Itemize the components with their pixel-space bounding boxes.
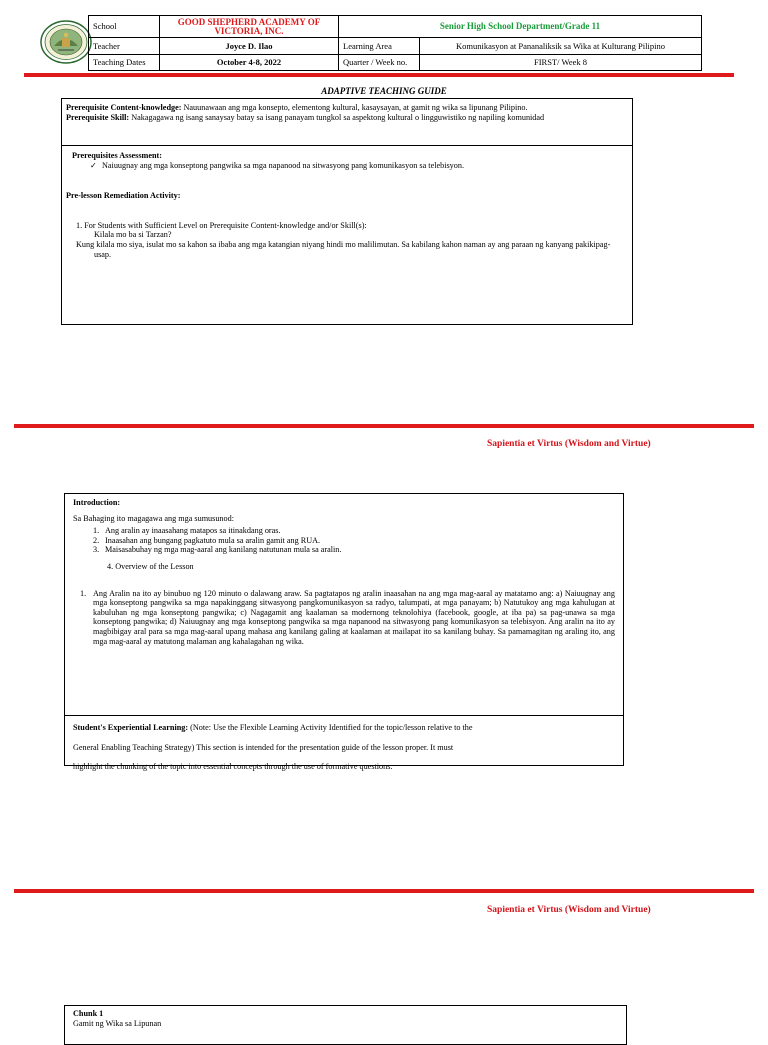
header-info-table [88,15,702,71]
school-label: School [89,16,160,38]
remediation-label: Pre-lesson Remediation Activity: [66,191,181,201]
experiential-label: Student's Experiential Learning: [73,723,189,732]
quarter-label: Quarter / Week no. [339,54,420,70]
prereq-content-label: Prerequisite Content-knowledge: [66,103,182,112]
teacher-label: Teacher [89,38,160,54]
list-item: 2. Inaasahan ang bungang pagkatuto mula sa aralin gamit ang RUA. [93,535,321,545]
list-item: 1. Ang aralin ay inaasahang matapos sa itinakdang oras. [93,526,281,536]
prerequisite-box [61,98,633,325]
quarter-week: FIRST/ Week 8 [420,54,702,70]
overview-paragraph: 1. Ang Aralin na ito ay binubuo ng 120 minuto o dalawang araw. Sa pagtatapos ng aralin inaasahan na ang mga mag-aaral ay matatamo ang: a) Naiuugnay ang mga konseptong pangwika sa mga napakinggang sitwasyong pangkomunikasyon sa radyo, talumpati, at mga panayam; b) Natutukoy ang mga kahulugan at kabuluhan ng mga konseptong pangwika; c) Nagagamit ang kaalaman sa modernong teknolohiya (facebook, google, at iba pa) sa pag-unawa sa mga konseptong pangwika; d) Naiuugnay ang mga konseptong pangwika sa mga napanood na sitwasyong pang komunikasyon sa telebisyon. Ang aralin na ito ay magbibigay aral para sa mga mag-aaral upang mahasa ang kanilang galing at kaalaman at mailapat ito sa kanilang buhay. Sa pamamagitan ng araling ito, ang mga mag-aaral ay matutong malaman ang kahalagahan ng wika. [80,588,615,646]
prereq-skill-label: Prerequisite Skill: [66,112,130,122]
prereq-skill-text: Nakagagawa ng isang sanaysay batay sa isang panayam tungkol sa aspektong kultural o lingguwistiko ng napiling komunidad [129,112,545,122]
school-name: GOOD SHEPHERD ACADEMY OF VICTORIA, INC. [160,16,339,38]
learning-area: Komunikasyon at Pananaliksik sa Wika at Kulturang Pilipino [420,38,702,54]
remediation-line-1: Kilala mo ba si Tarzan? [94,230,172,240]
section-divider-2 [14,889,754,893]
introduction-lead: Sa Bahaging ito magagawa ang mga sumusunod: [73,513,234,523]
experiential-line-3: highlight the chunking of the topic into essential concepts through the use of formative questions. [73,762,393,771]
paragraph-number: 1. [80,588,87,598]
chunk-box [64,1005,627,1045]
learning-area-label: Learning Area [339,38,420,54]
teacher-name: Joyce D. Ilao [160,38,339,54]
experiential-line-1: Student's Experiential Learning: (Note: Use the Flexible Learning Activity Identified for the topic/lesson relative to the [73,723,473,732]
experiential-line-2: General Enabling Teaching Strategy) This section is intended for the presentation guide of the lesson proper. It must [73,742,454,752]
page-title: ADAPTIVE TEACHING GUIDE [321,86,447,96]
checkmark-icon: ✓ [90,160,97,170]
remediation-line-2: Kung kilala mo siya, isulat mo sa kahon sa ibaba ang mga katangian niyang hindi mo malilimutan. Sa kabilang kahon naman ay ang paraan ng kanyang pakikipag-usap. [76,239,611,259]
introduction-label: Introduction: [73,498,121,507]
header-divider [24,73,734,77]
overview-heading: 4. Overview of the Lesson [107,561,194,571]
school-seal-logo [40,20,92,64]
assessment-label: Prerequisites Assessment: [72,151,162,160]
motto-1: Sapientia et Virtus (Wisdom and Virtue) [487,439,651,449]
chunk-label: Chunk 1 [73,1009,104,1018]
teaching-dates: October 4-8, 2022 [160,54,339,70]
remediation-item-title: 1. For Students with Sufficient Level on Prerequisite Content-knowledge and/or Skill(s): [76,220,367,230]
section-divider-1 [14,424,754,428]
introduction-box [64,493,624,771]
list-item: 3. Maisasabuhay ng mga mag-aaral ang kanilang natutunan mula sa aralin. [93,545,342,555]
chunk-subtitle: Gamit ng Wika sa Lipunan [73,1018,162,1028]
department: Senior High School Department/Grade 11 [339,16,702,38]
introduction-list [73,526,615,555]
prereq-skill-line [66,113,628,123]
assessment-item-text: Naiuugnay ang mga konseptong pangwika sa mga napanood na sitwasyong pang komunikasyon sa telebisyon. [102,160,465,170]
motto-2: Sapientia et Virtus (Wisdom and Virtue) [487,905,651,915]
prereq-content-text: Nauunawaan ang mga konsepto, elementong kultural, kasaysayan, at gamit ng wika sa lipunang Pilipino. [181,103,528,112]
dates-label: Teaching Dates [89,54,160,70]
assessment-item [72,161,622,171]
prereq-content-line [66,103,628,113]
